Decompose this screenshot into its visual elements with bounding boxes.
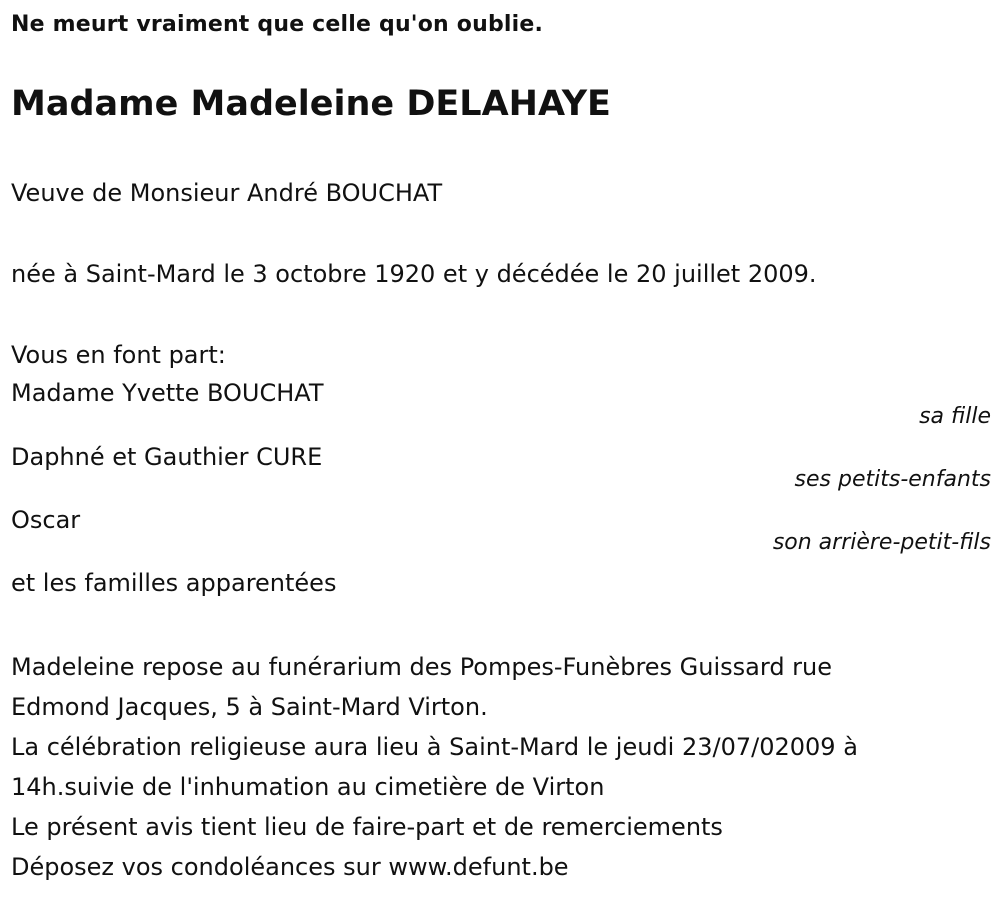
birth-death-line: née à Saint-Mard le 3 octobre 1920 et y décédée le 20 juillet 2009.	[11, 260, 817, 288]
detail-line: Madeleine repose au funérarium des Pompes-Funèbres Guissard rue	[11, 653, 833, 681]
family-member-relation: ses petits-enfants	[794, 467, 991, 492]
obituary-notice	[11, 0, 991, 898]
family-member-relation: sa fille	[919, 404, 991, 429]
announce-intro: Vous en font part:	[11, 341, 226, 369]
details-block	[11, 647, 991, 887]
detail-line: Edmond Jacques, 5 à Saint-Mard Virton.	[11, 693, 488, 721]
motto: Ne meurt vraiment que celle qu'on oublie.	[11, 12, 544, 37]
families-line: et les familles apparentées	[11, 569, 337, 597]
detail-line: La célébration religieuse aura lieu à Saint-Mard le jeudi 23/07/02009 à	[11, 733, 858, 761]
deceased-name: Madame Madeleine DELAHAYE	[11, 84, 611, 124]
detail-line: Déposez vos condoléances sur www.defunt.be	[11, 853, 569, 881]
detail-line: 14h.suivie de l'inhumation au cimetière de Virton	[11, 773, 605, 801]
widow-of: Veuve de Monsieur André BOUCHAT	[11, 179, 443, 207]
detail-line: Le présent avis tient lieu de faire-part et de remerciements	[11, 813, 723, 841]
family-member-relation: son arrière-petit-fils	[772, 530, 991, 555]
family-member-name: Oscar	[11, 506, 81, 534]
family-member-name: Daphné et Gauthier CURE	[11, 443, 323, 471]
family-member-name: Madame Yvette BOUCHAT	[11, 379, 324, 407]
